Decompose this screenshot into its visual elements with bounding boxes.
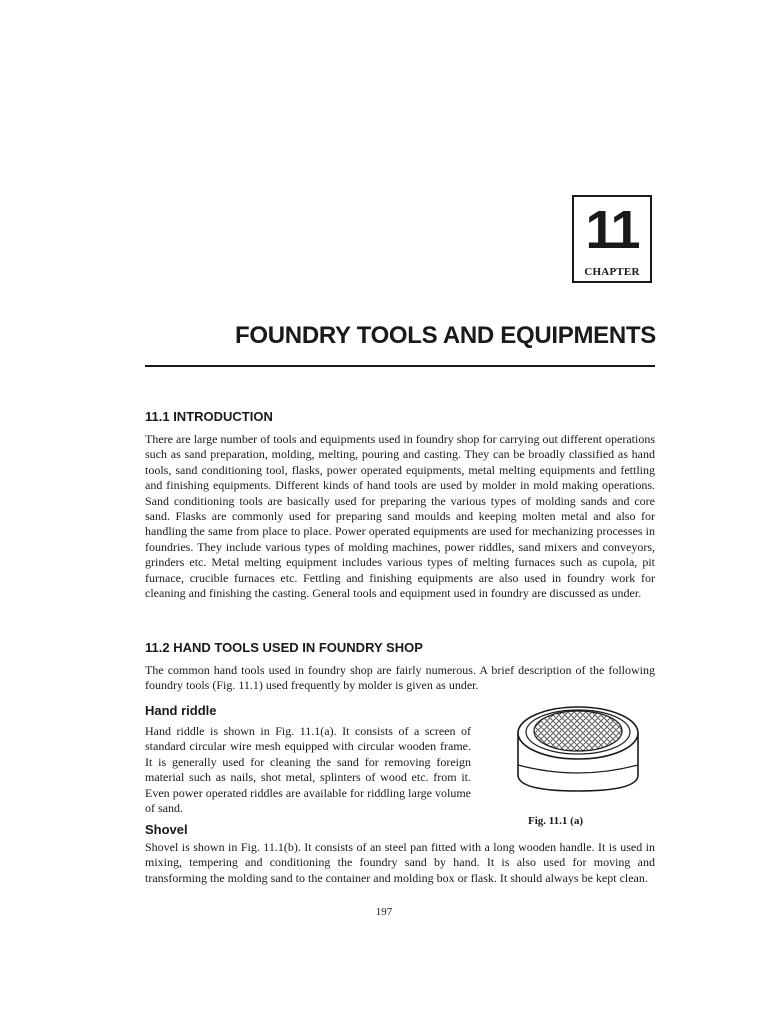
figure-caption: Fig. 11.1 (a) — [528, 815, 583, 827]
chapter-title: FOUNDRY TOOLS AND EQUIPMENTS — [235, 322, 656, 349]
hand-tools-paragraph: The common hand tools used in foundry shop are fairly numerous. A brief description of the following foundry tools (Fig. 11.1) used frequently by molder is given as under. — [145, 663, 655, 693]
shovel-paragraph: Shovel is shown in Fig. 11.1(b). It consists of an steel pan fitted with a long wooden handle. It is used in mixing, tempering and conditioning the foundry sand by hand. It is also used for moving and transforming the molding sand to the container and molding box or flask. It should always be kept clean. — [145, 840, 655, 885]
chapter-number: 11 — [585, 200, 639, 260]
page-number: 197 — [375, 906, 393, 918]
hand-riddle-illustration — [508, 703, 648, 795]
title-rule — [145, 365, 655, 367]
hand-riddle-paragraph: Hand riddle is shown in Fig. 11.1(a). It consists of a screen of standard circular wire mesh equipped with circular wooden frame. It is generally used for cleaning the sand for removing foreign material such as nails, shot metal, splinters of wood etc. from it. Even power operated riddles are available for riddling large volume of sand. — [145, 724, 471, 816]
chapter-label: CHAPTER — [584, 266, 640, 278]
section-heading-hand-tools: 11.2 HAND TOOLS USED IN FOUNDRY SHOP — [145, 640, 423, 655]
chapter-badge — [572, 195, 652, 283]
section-heading-introduction: 11.1 INTRODUCTION — [145, 409, 273, 424]
introduction-paragraph: There are large number of tools and equipments used in foundry shop for carrying out different operations such as sand preparation, molding, melting, pouring and casting. They can be broadly classified as hand tools, sand conditioning tool, flasks, power operated equipments, metal melting equipments and fettling and finishing equipments. Different kinds of hand tools are used by molder in mold making operations. Sand conditioning tools are basically used for preparing the various types of molding sands and core sand. Flasks are commonly used for preparing sand moulds and keeping molten metal and also for handling the same from place to place. Power operated equipments are used for mechanizing processes in foundries. They include various types of molding machines, power riddles, sand mixers and conveyors, grinders etc. Metal melting equipment includes various types of melting furnaces such as cupola, pit furnace, crucible furnaces etc. Fettling and finishing equipments are also used in foundry work for cleaning and finishing the casting. General tools and equipment used in foundry are discussed as under. — [145, 432, 655, 601]
subheading-shovel: Shovel — [145, 822, 188, 837]
subheading-hand-riddle: Hand riddle — [145, 703, 217, 718]
